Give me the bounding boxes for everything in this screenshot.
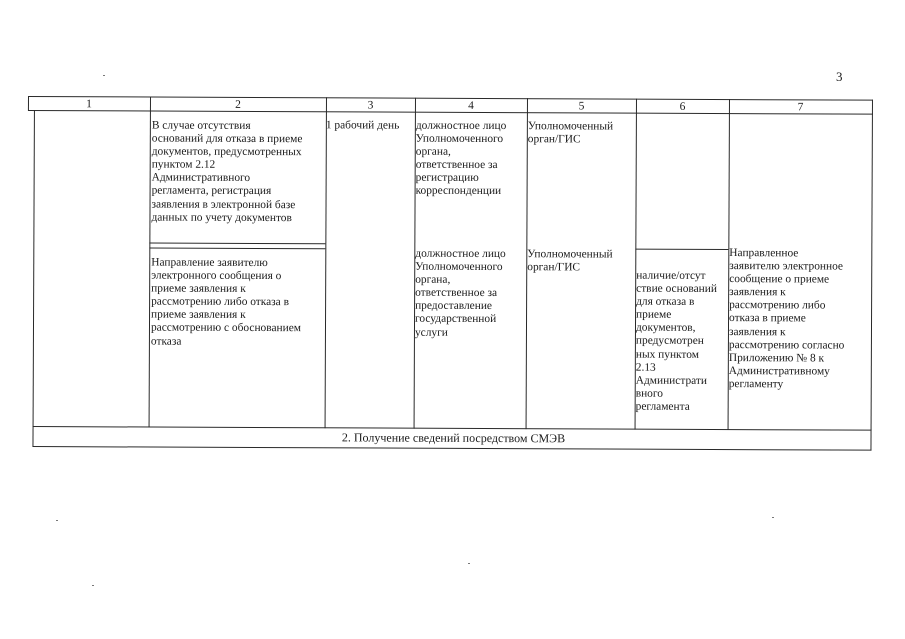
column-header-4: 4 bbox=[468, 99, 474, 112]
row2-step-description: Направление заявителю электронного сообщения о приеме заявления к рассмотрению либо отказа в приеме заявления к рассмотрению с обоснованием отказа bbox=[150, 256, 302, 348]
procedure-table bbox=[26, 96, 874, 454]
column-header-5: 5 bbox=[578, 100, 585, 113]
row1-step-description: В случае отсутствия оснований для отказа в приеме документов, предусмотренных пунктом 2.12 Административного регламента, регистрация заявления в электронной базе данных по учету документов bbox=[151, 119, 303, 224]
row1-responsible: должностное лицо Уполномоченного органа, ответственное за регистрацию корреспонденции bbox=[415, 119, 507, 198]
row1-duration: 1 рабочий день bbox=[325, 119, 400, 132]
column-header-3: 3 bbox=[367, 99, 374, 112]
row2-result: Направленное заявителю электронное сообщение о приеме заявления к рассмотрению либо отказа в приеме заявления к рассмотрению согласно Приложению № 8 к Административному регламенту bbox=[728, 247, 845, 391]
row1-place: Уполномоченный орган/ГИС bbox=[527, 120, 614, 146]
row2-criteria: наличие/отсут ствие оснований для отказа в приеме документов, предусмотрен ных пунктом 2.13 Администрати вного регламента bbox=[635, 269, 718, 413]
page-number: 3 bbox=[836, 69, 843, 84]
column-header-6: 6 bbox=[679, 100, 686, 113]
column-header-2: 2 bbox=[235, 98, 241, 111]
row2-place: Уполномоченный орган/ГИС bbox=[527, 248, 613, 274]
row2-responsible: должностное лицо Уполномоченного органа, ответственное за предоставление государственной услуги bbox=[414, 247, 506, 339]
section-title: 2. Получение сведений посредством СМЭВ bbox=[341, 430, 566, 446]
column-header-1: 1 bbox=[86, 98, 92, 111]
column-header-7: 7 bbox=[797, 101, 804, 114]
